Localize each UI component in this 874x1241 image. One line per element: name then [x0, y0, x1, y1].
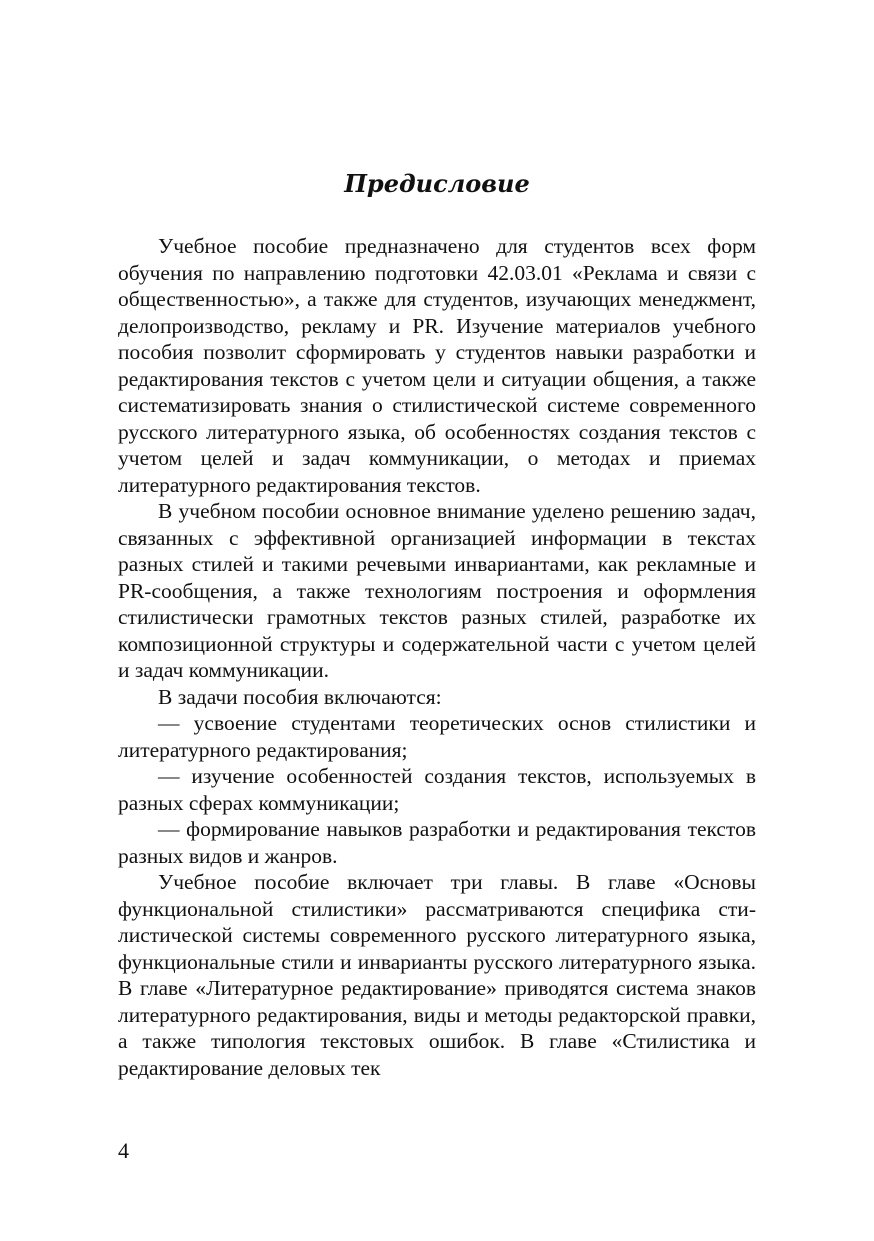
paragraph-chapters: Учебное пособие включает три главы. В главе «Основы функциональной стилистики» рассматриваются специфика стилистической системы современного русского литературного языка, функциональные стили и инварианты русского литературного языка. В главе «Литературное редактирование» приводятся система знаков литературного редактирования, виды и методы редакторской правки, а также типология текстовых ошибок. В главе «Стилистика и редактирование деловых тек	[118, 870, 756, 1080]
list-item-task-2: — изучение особенностей создания текстов, используемых в разных сферах коммуникации;	[118, 764, 756, 815]
list-item-task-3: — формирование навыков разработки и редактирования текстов разных видов и жанров.	[118, 817, 756, 868]
paragraph-focus: В учебном пособии основное внимание уделено решению задач, связанных с эффективной организацией информации в текстах разных стилей и такими речевыми инвариантами, как рекламные и PR-сообщения, а также технологиям построения и оформления стилистически грамотных текстов разных стилей, разработке их композиционной структуры и содержательной части с учетом целей и задач коммуникации.	[118, 499, 756, 682]
paragraph-tasks-intro: В задачи пособия включаются:	[158, 684, 442, 709]
page-number: 4	[118, 1138, 129, 1163]
page-title: Предисловие	[344, 169, 530, 198]
list-item-task-1: — усвоение студентами теоретических основ стилистики и литературного редактирования;	[118, 711, 756, 762]
paragraph-intro: Учебное пособие предназначено для студентов всех форм обучения по направлению подготовки 42.03.01 «Реклама и связи с общественностью», а также для студентов, изучающих менеджмент, делопроизводство, рекламу и PR. Изучение материалов учебного пособия позволит сформировать у студентов навыки разработки и редактирования текстов с учетом цели и ситуации общения, а также систематизировать знания о стилистической системе современного русского литературного языка, об особенностях создания текстов с учетом целей и задач коммуникации, о методах и приемах литературного редактирования текстов.	[118, 234, 756, 497]
body-text	[118, 233, 756, 1081]
